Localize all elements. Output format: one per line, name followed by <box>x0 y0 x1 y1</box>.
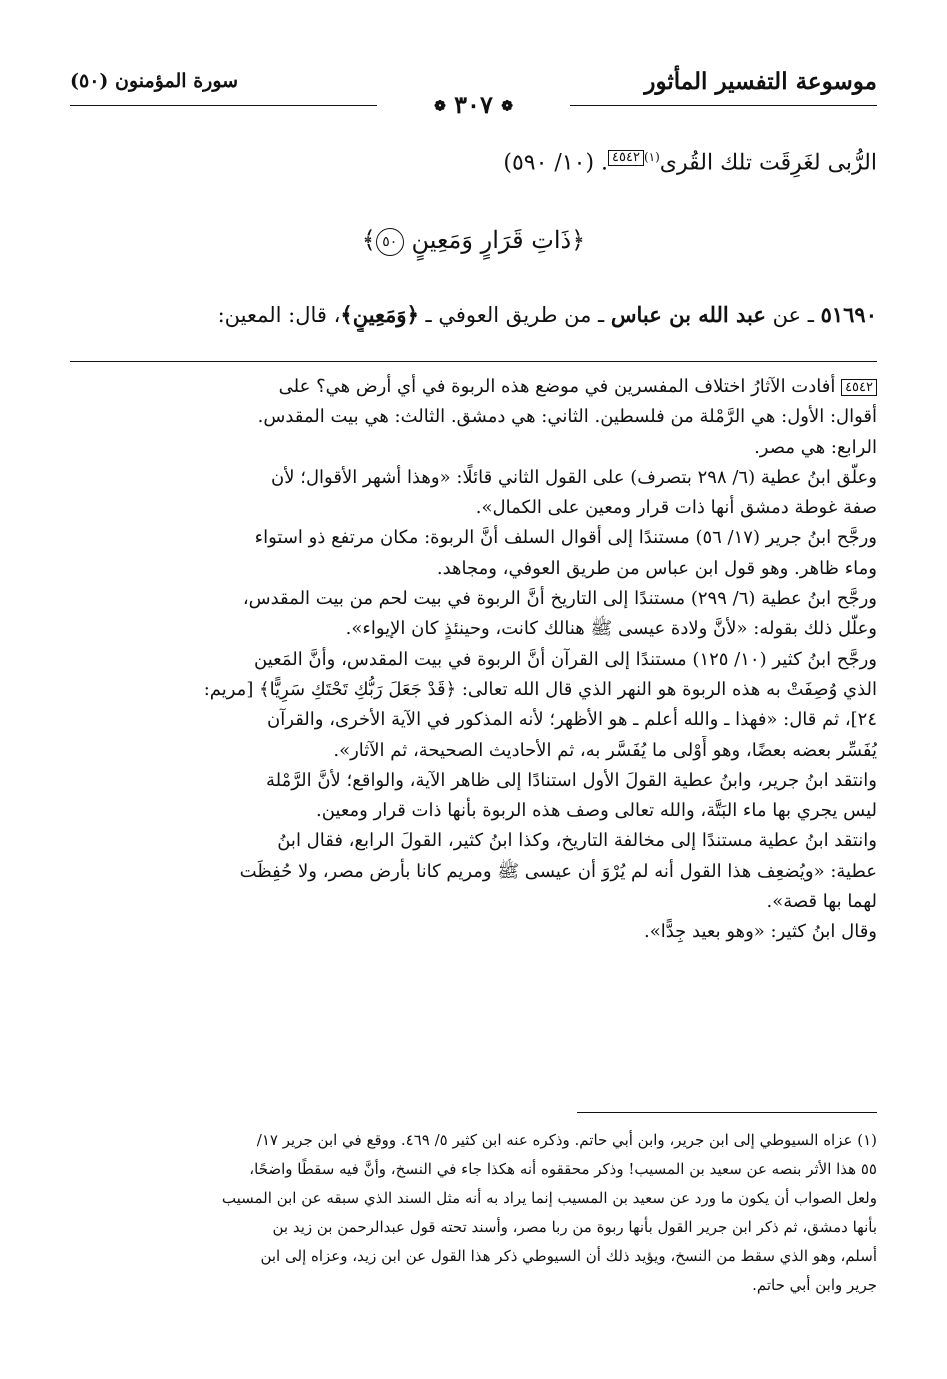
note-line: يُفَسِّر بعضه بعضًا، وهو أَوْلى ما يُفَسَّر به، ثم الأحاديث الصحيحة، ثم الآثار». <box>333 739 877 761</box>
continuation-line <box>70 140 877 180</box>
note-line: وانتقد ابنُ عطية مستندًا إلى مخالفة التاريخ، وكذا ابنُ كثير، القولَ الرابع، فقال ابنُ <box>277 830 877 852</box>
ayah-heading <box>70 226 877 256</box>
hadith-rest: ، قال: المعين: <box>217 303 341 327</box>
section-rule <box>70 361 877 362</box>
ayah-number: ٥٠ <box>376 228 404 256</box>
note-line: وعلَّق ابنُ عطية (٦/ ٢٩٨ بتصرف) على القول الثاني قائلًا: «وهذا أشهر الأقوال؛ لأن <box>271 466 877 488</box>
note-line: ورجَّح ابنُ كثير (١٠/ ١٢٥) مستندًا إلى القرآن أنَّ الربوة في بيت المقدس، وأنَّ المَعين <box>254 648 877 670</box>
footnote-line: (١) عزاه السيوطي إلى ابن جرير، وابن أبي حاتم. وذكره عنه ابن كثير ٥/ ٤٦٩. ووقع في ابن جرير ١٧/ <box>256 1131 877 1149</box>
hadith-chain: ـ من طريق العوفي ـ <box>418 303 611 327</box>
continuation-suffix: . (١٠/ ٥٩٠) <box>503 150 609 176</box>
hadith-narrator: عبد الله بن عباس <box>610 302 766 327</box>
note-line: وعلَّل ذلك بقوله: «لأنَّ ولادة عيسى ﷺ هنالك كانت، وحينئذٍ كان الإيواء». <box>345 618 877 640</box>
ayah-bracket-close: ﴾ <box>361 226 376 254</box>
ornament-icon: ❁ <box>434 98 446 115</box>
note-line: أقوال: الأول: هي الرَّمْلة من فلسطين. الثاني: هي دمشق. الثالث: هي بيت المقدس. <box>257 406 877 428</box>
note-line: ٢٤]، ثم قال: «فهذا ـ والله أعلم ـ هو الأظهر؛ لأنه المذكور في الآية الأخرى، والقرآن <box>267 709 877 731</box>
ornament-icon: ❁ <box>501 98 513 115</box>
note-line: الذي وُصِفَتْ به هذه الربوة هو النهر الذي قال الله تعالى: ﴿قَدْ جَعَلَ رَبُّكِ تَحْتَكِ سَرِيًّا﴾ [مريم: <box>203 678 877 700</box>
page-header <box>70 58 877 118</box>
note-number-box: ٤٥٤٢ <box>841 379 877 396</box>
footnote <box>70 1126 877 1300</box>
note-line: عطية: «ويُضعِف هذا القول أنه لم يُرْوَ أن عيسى ﷺ ومريم كانا بأرض مصر، ولا حُفِظَت <box>239 860 877 882</box>
page-number-text: ٣٠٧ <box>454 90 493 119</box>
note-line: لهما بها قصة». <box>766 891 877 913</box>
note-line: وماء ظاهر. وهو قول ابن عباس من طريق العوفي، ومجاهد. <box>436 557 877 579</box>
hadith-quote: ﴿وَمَعِينٍ﴾ <box>340 302 419 327</box>
header-rule <box>70 105 377 106</box>
surah-title: سورة المؤمنون (٥٠) <box>70 70 239 92</box>
hadith-dash: ـ عن <box>765 303 821 327</box>
page-number <box>434 90 513 119</box>
commentary-notes <box>70 372 877 948</box>
note-reference-box: ٤٥٤٢ <box>608 150 644 166</box>
hadith-number: ٥١٦٩٠ <box>820 302 877 327</box>
ayah-text: ذَاتِ قَرَارٍ وَمَعِينٍ <box>411 226 572 254</box>
note-line: ورجَّح ابنُ عطية (٦/ ٢٩٩) مستندًا إلى التاريخ أنَّ الربوة في بيت لحم من بيت المقدس، <box>242 588 877 610</box>
hadith-line <box>70 298 877 332</box>
footnote-line: بأنها دمشق، ثم ذكر ابن جرير القول بأنها ربوة من ربا مصر، وأسند تحته قول عبدالرحمن بن زيد بن <box>272 1218 877 1236</box>
header-rule <box>570 105 877 106</box>
note-line: ٤٥٤٢ أفادت الآثارُ اختلاف المفسرين في موضع هذه الربوة في أي أرض هي؟ على <box>70 372 877 402</box>
note-line: ليس يجري بها ماء البَتَّة، والله تعالى وصف هذه الربوة بأنها ذات قرار ومعين. <box>315 800 877 822</box>
continuation-text: الرُّبى لغَرِقَت تلك القُرى <box>659 150 877 176</box>
footnote-marker: (١) <box>643 150 660 164</box>
note-line: وقال ابنُ كثير: «وهو بعيد جِدًّا». <box>644 921 877 943</box>
footnote-line: جرير وابن أبي حاتم. <box>752 1276 877 1294</box>
ayah-bracket-open: ﴿ <box>571 226 586 254</box>
note-line: الرابع: هي مصر. <box>754 436 877 458</box>
note-line: ورجَّح ابنُ جرير (١٧/ ٥٦) مستندًا إلى أقوال السلف أنَّ الربوة: مكان مرتفع ذو استواء <box>254 527 877 549</box>
footnote-line: ولعل الصواب أن يكون ما ورد عن سعيد بن المسيب إنما يراد به أنه مثل السند الذي سبقه عن ابن المسيب <box>221 1189 877 1207</box>
footnote-rule <box>577 1112 877 1113</box>
footnote-line: ٥٥ هذا الأثر بنصه عن سعيد بن المسيب! وذكر محققوه أنه هكذا جاء في النسخ، وأنَّ فيه سقطًا واضحًا، <box>249 1160 877 1178</box>
footnote-line: أسلم، وهو الذي سقط من النسخ، ويؤيد ذلك أن السيوطي ذكر هذا القول عن ابن زيد، وعزاه إلى ابن <box>260 1247 877 1265</box>
note-line: وانتقد ابنُ جرير، وابنُ عطية القولَ الأول استنادًا إلى ظاهر الآية، والواقع؛ لأنَّ الرَّمْلة <box>265 769 877 791</box>
book-title: موسوعة التفسير المأثور <box>644 68 877 95</box>
note-line: صفة غوطة دمشق أنها ذات قرار ومعين على الكمال». <box>475 497 877 519</box>
